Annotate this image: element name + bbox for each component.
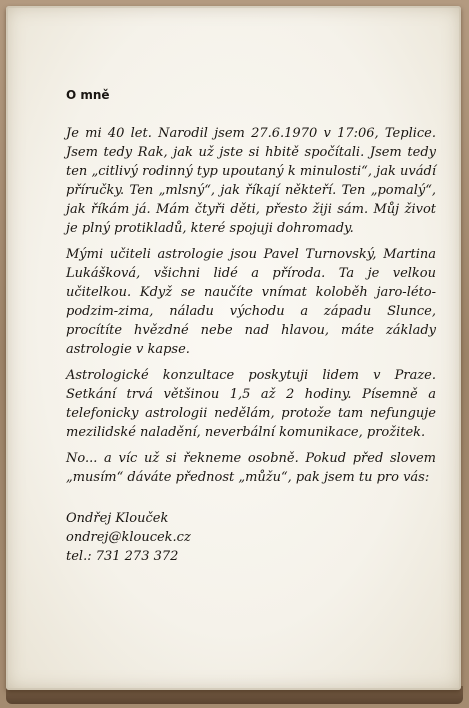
signature-phone: tel.: 731 273 372 [66, 549, 179, 564]
paragraph-intro: Je mi 40 let. Narodil jsem 27.6.1970 v 17:06, Teplice. Jsem tedy Rak, jak už jste si hbitě spočítali. Jsem tedy ten „citlivý rodinný typ upoutaný k minulosti“, jak uvádí příručky. Ten „mlsný“, jak říkají někteří. Ten „pomalý“, jak říkám já. Mám čtyři děti, přesto žiji sám. Můj život je plný protikladů, které spojuji dohromady. [66, 126, 436, 236]
page-title: O mně [66, 88, 110, 102]
signature-block [66, 509, 436, 566]
paragraph-consultations: Astrologické konzultace poskytuji lidem v Praze. Setkání trvá většinou 1,5 až 2 hodiny. Písemně a telefonicky astrologii nedělám, protože tam nefunguje mezilidské naladění, neverbální komunikace, prožitek. [66, 368, 436, 440]
about-content [66, 88, 436, 566]
signature-name: Ondřej Klouček [66, 511, 169, 526]
signature-email[interactable]: ondrej@kloucek.cz [66, 530, 191, 545]
paragraph-closing: No... a víc už si řekneme osobně. Pokud před slovem „musím“ dáváte přednost „můžu“, pak jsem tu pro vás: [66, 451, 436, 485]
paragraph-teachers: Mými učiteli astrologie jsou Pavel Turnovský, Martina Lukášková, všichni lidé a příroda. Ta je velkou učitelkou. Když se naučíte vnímat koloběh jaro-léto-podzim-zima, náladu východu a západu Slunce, procítíte hvězdné nebe nad hlavou, máte základy astrologie v kapse. [66, 247, 436, 357]
